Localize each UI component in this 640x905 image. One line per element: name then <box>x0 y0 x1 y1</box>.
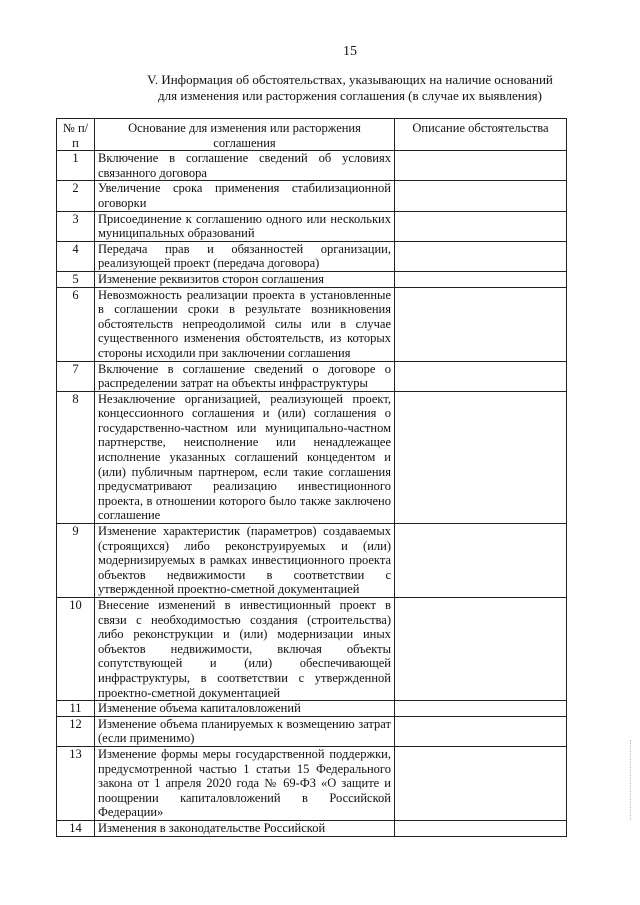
row-number: 11 <box>57 701 95 717</box>
row-basis: Изменения в законодательстве Российской <box>95 820 395 836</box>
row-description <box>395 598 567 701</box>
row-description <box>395 716 567 746</box>
row-number: 6 <box>57 287 95 361</box>
header-basis: Основание для изменения или расторжения соглашения <box>95 119 395 151</box>
row-number: 10 <box>57 598 95 701</box>
table-row <box>57 361 567 391</box>
circumstances-table <box>56 118 567 837</box>
row-description <box>395 181 567 211</box>
row-description <box>395 746 567 820</box>
row-basis: Внесение изменений в инвестиционный проект в связи с необходимостью создания (строительства) либо реконструкции и (или) модернизации иных объектов недвижимости, включая объекты сопутствующей и (или) обеспечивающей инфраструктуры, в соответствии с утвержденной проектно-сметной документацией <box>95 598 395 701</box>
row-basis: Невозможность реализации проекта в установленные в соглашении сроки в результате возникновения обстоятельств непреодолимой силы или в случае существенного изменения обстоятельств, из которых стороны исходили при заключении соглашения <box>95 287 395 361</box>
table-row <box>57 287 567 361</box>
row-number: 14 <box>57 820 95 836</box>
row-description <box>395 287 567 361</box>
row-basis: Изменение реквизитов сторон соглашения <box>95 271 395 287</box>
row-description <box>395 361 567 391</box>
row-number: 1 <box>57 151 95 181</box>
table-row <box>57 151 567 181</box>
section-title-line-1: V. Информация об обстоятельствах, указывающих на наличие оснований <box>147 72 553 87</box>
row-number: 2 <box>57 181 95 211</box>
row-number: 3 <box>57 211 95 241</box>
table-body <box>57 151 567 836</box>
section-title <box>90 72 610 104</box>
table-header-row <box>57 119 567 151</box>
row-basis: Изменение формы меры государственной поддержки, предусмотренной частью 1 статьи 15 Федерального закона от 1 апреля 2020 года № 69-ФЗ «О защите и поощрении капиталовложений в Российской Федерации» <box>95 746 395 820</box>
row-description <box>395 524 567 598</box>
row-basis: Незаключение организацией, реализующей проект, концессионного соглашения и (или) соглашения о государственно-частном или муниципально-частном партнерстве, неисполнение или ненадлежащее исполнение указанных соглашений концедентом и (или) публичным партнером, если такие соглашения предусматривают реализацию инвестиционного проекта, в отношении которого было также заключено соглашение <box>95 391 395 523</box>
table-row <box>57 820 567 836</box>
row-description <box>395 211 567 241</box>
row-number: 13 <box>57 746 95 820</box>
table-row <box>57 716 567 746</box>
row-number: 8 <box>57 391 95 523</box>
row-number: 12 <box>57 716 95 746</box>
table-row <box>57 271 567 287</box>
row-number: 5 <box>57 271 95 287</box>
section-title-line-2: для изменения или расторжения соглашения (в случае их выявления) <box>158 88 542 103</box>
page-number: 15 <box>343 44 357 59</box>
row-basis: Увеличение срока применения стабилизационной оговорки <box>95 181 395 211</box>
row-number: 9 <box>57 524 95 598</box>
table-row <box>57 181 567 211</box>
row-basis: Изменение объема капиталовложений <box>95 701 395 717</box>
row-description <box>395 241 567 271</box>
row-number: 7 <box>57 361 95 391</box>
row-description <box>395 151 567 181</box>
row-description <box>395 701 567 717</box>
header-description: Описание обстоятельства <box>395 119 567 151</box>
table-row <box>57 241 567 271</box>
row-description <box>395 271 567 287</box>
scan-margin-mark <box>630 740 635 820</box>
row-number: 4 <box>57 241 95 271</box>
table-row <box>57 746 567 820</box>
row-description <box>395 820 567 836</box>
row-basis: Изменение объема планируемых к возмещению затрат (если применимо) <box>95 716 395 746</box>
row-description <box>395 391 567 523</box>
table-row <box>57 211 567 241</box>
row-basis: Включение в соглашение сведений об условиях связанного договора <box>95 151 395 181</box>
table-row <box>57 701 567 717</box>
row-basis: Присоединение к соглашению одного или нескольких муниципальных образований <box>95 211 395 241</box>
header-num: № п/п <box>57 119 95 151</box>
table-row <box>57 598 567 701</box>
table-row <box>57 391 567 523</box>
table-row <box>57 524 567 598</box>
row-basis: Включение в соглашение сведений о договоре о распределении затрат на объекты инфраструктуры <box>95 361 395 391</box>
row-basis: Изменение характеристик (параметров) создаваемых (строящихся) либо реконструируемых и (или) модернизируемых в рамках инвестиционного проекта объектов недвижимости в соответствии с утвержденной проектно-сметной документацией <box>95 524 395 598</box>
row-basis: Передача прав и обязанностей организации, реализующей проект (передача договора) <box>95 241 395 271</box>
